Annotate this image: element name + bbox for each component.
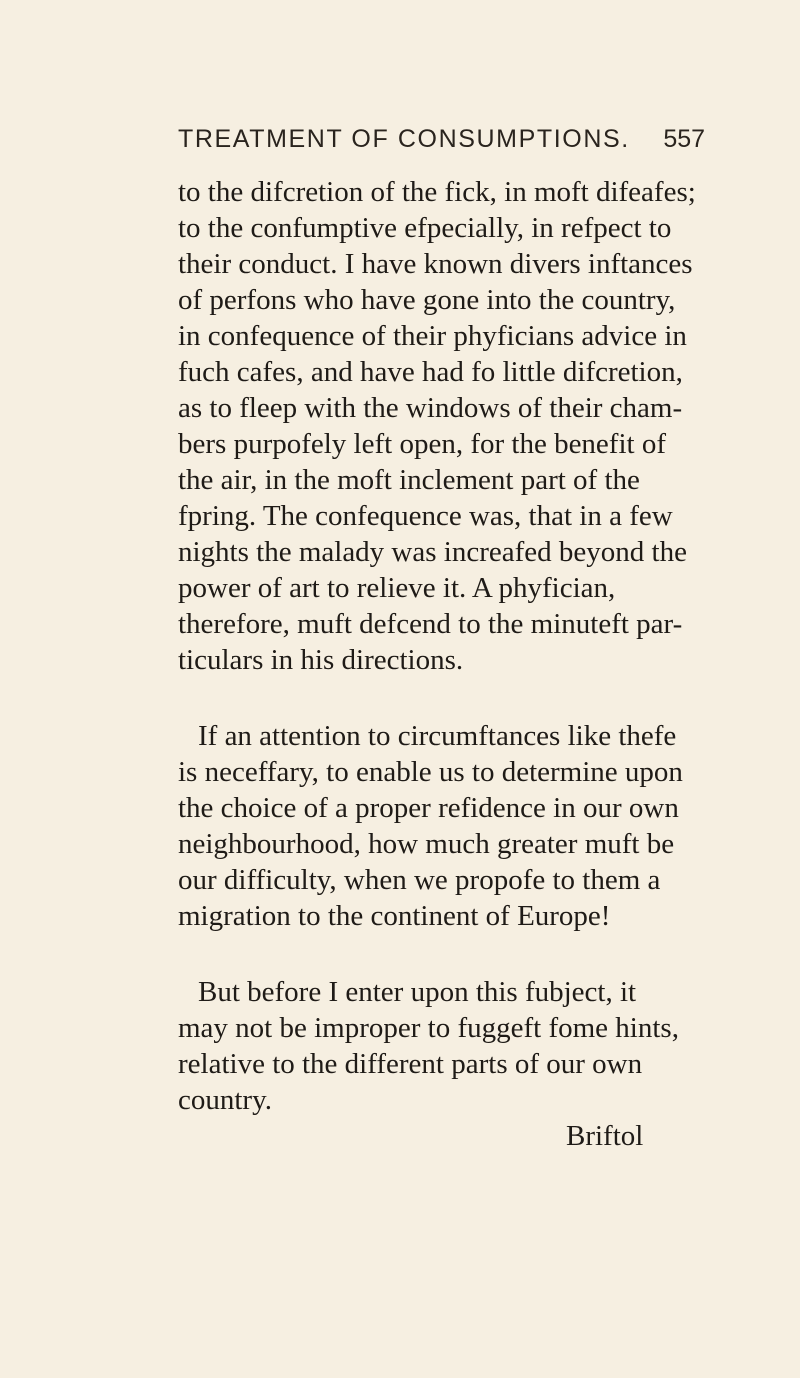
text-line: of perfons who have gone into the country, (178, 284, 676, 316)
text-line: our difficulty, when we propofe to them a (178, 864, 661, 896)
text-line: If an attention to circumftances like thefe (198, 720, 677, 752)
text-line: neighbourhood, how much greater muft be (178, 828, 675, 860)
running-title: TREATMENT OF CONSUMPTIONS. (178, 125, 630, 153)
text-line: the choice of a proper refidence in our own (178, 792, 679, 824)
text-line: country. (178, 1084, 272, 1116)
text-line: in confequence of their phyficians advice in (178, 320, 687, 352)
text-line: migration to the continent of Europe! (178, 900, 611, 932)
text-line: nights the malady was increafed beyond the (178, 536, 687, 568)
page-header (178, 125, 705, 154)
text-line: power of art to relieve it. A phyfician, (178, 572, 616, 604)
text-line: their conduct. I have known divers inftances (178, 248, 693, 280)
text-line: therefore, muft defcend to the minuteft par- (178, 608, 683, 640)
catchword: Briftol (566, 1120, 644, 1152)
text-line: But before I enter upon this fubject, it (198, 976, 637, 1008)
text-line: relative to the different parts of our own (178, 1048, 643, 1080)
page-number: 557 (663, 125, 706, 153)
text-line: fuch cafes, and have had fo little difcretion, (178, 356, 683, 388)
text-line: fpring. The confequence was, that in a few (178, 500, 673, 532)
text-line: as to fleep with the windows of their cham- (178, 392, 683, 424)
text-line: bers purpofely left open, for the benefit of (178, 428, 666, 460)
text-line: the air, in the moft inclement part of the (178, 464, 640, 496)
text-line: may not be improper to fuggeft fome hints, (178, 1012, 679, 1044)
text-line: to the difcretion of the fick, in moft difeafes; (178, 176, 696, 208)
text-line: ticulars in his directions. (178, 644, 464, 676)
text-line: to the confumptive efpecially, in refpect to (178, 212, 672, 244)
text-line: is neceffary, to enable us to determine upon (178, 756, 683, 788)
